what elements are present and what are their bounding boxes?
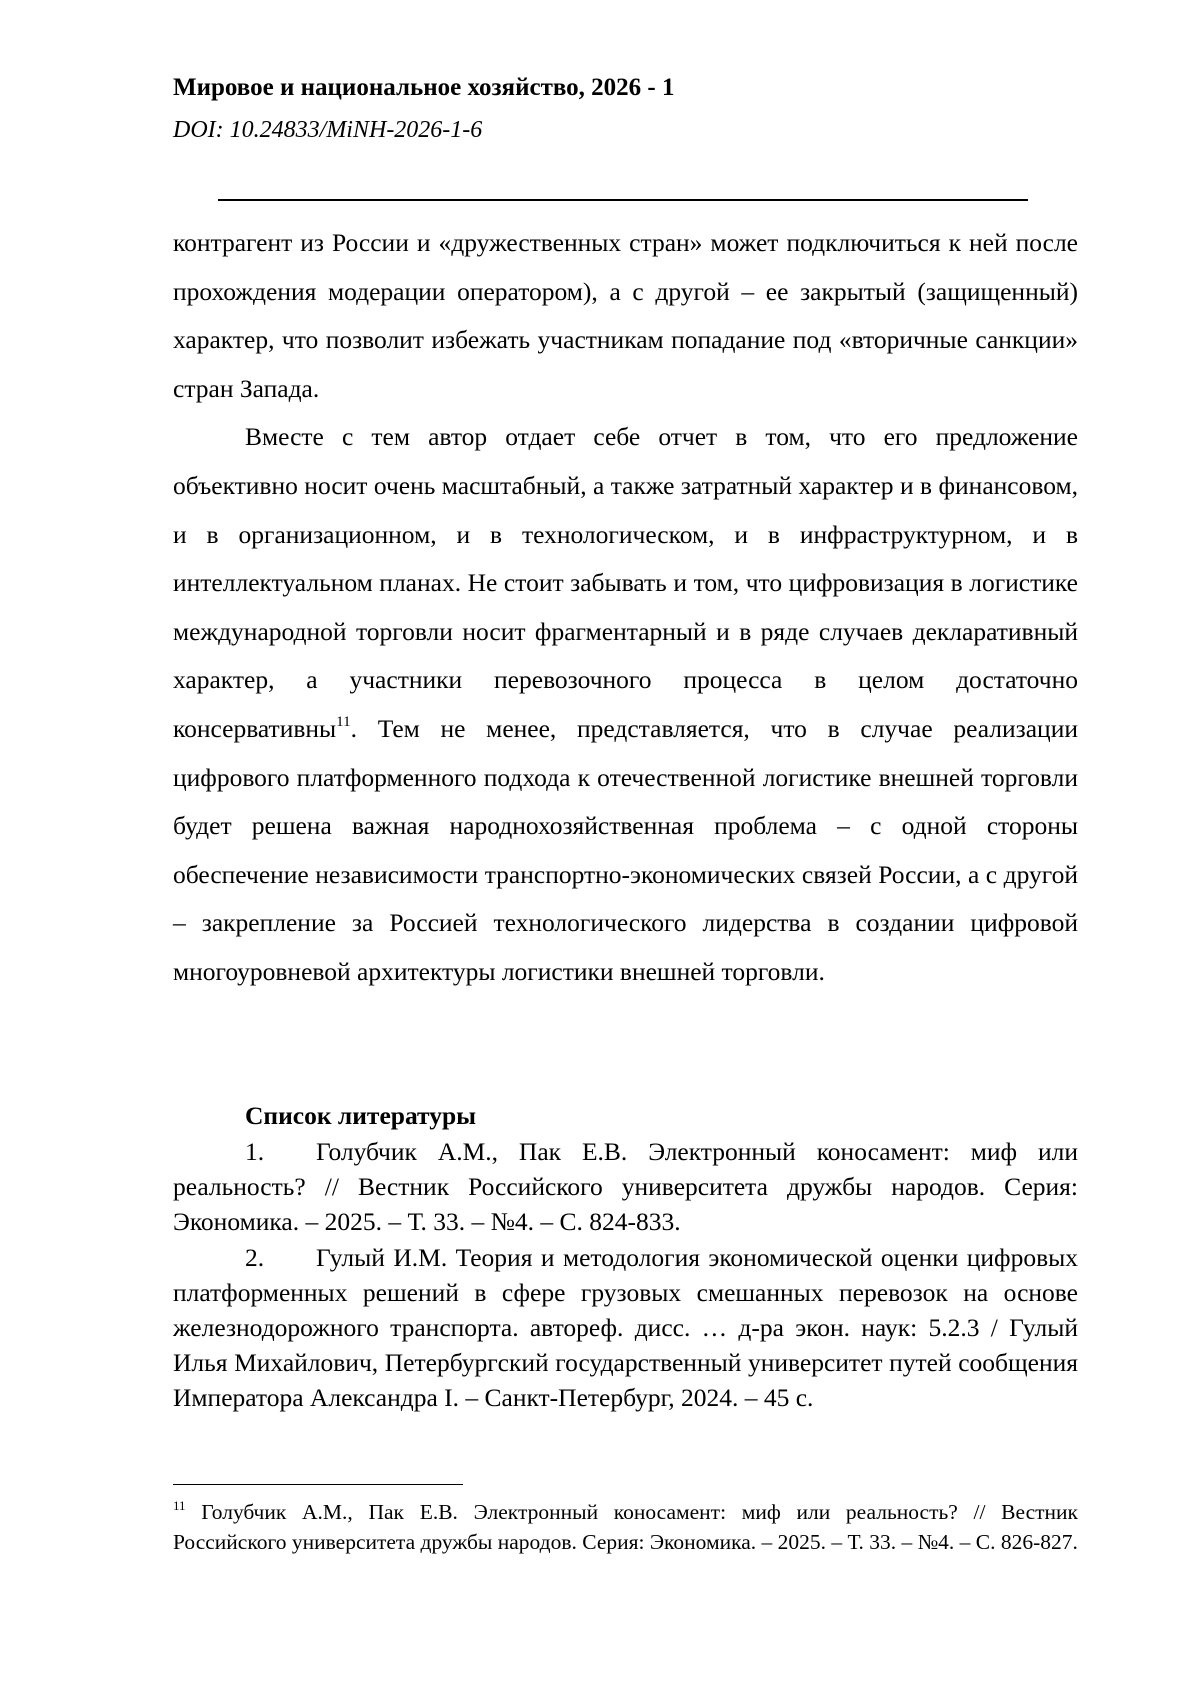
reference-number: 2. [245,1242,265,1272]
body-paragraph [173,413,1078,996]
footnote [173,1497,1078,1557]
reference-item [173,1240,1078,1416]
footnote-reference[interactable]: 11 [336,713,351,730]
reference-item [173,1134,1078,1240]
doi-line: DOI: 10.24833/MiNH-2026-1-6 [173,117,483,143]
footnote-divider [173,1484,463,1485]
article-body [173,219,1078,997]
reference-number: 1. [245,1137,265,1166]
body-paragraph: контрагент из России и «дружественных стран» может подключиться к ней после прохождения модерации оператором), а с другой – ее закрытый (защищенный) характер, что позволит избежать участникам попадание под «вторичные санкции» стран Запада. [173,228,1078,403]
references-title: Список литературы [245,1101,477,1130]
footnote-text: Голубчик А.М., Пак Е.В. Электронный коносамент: миф или реальность? // Вестник Российского университета дружбы народов. Серия: Экономика. – 2025. – Т. 33. – №4. – С. 826-827. [173,1500,1078,1554]
footnote-marker: 11 [173,1498,186,1513]
page-header [173,70,1073,148]
paragraph-text: . Тем не менее, представляется, что в случае реализации цифрового платформенного подхода к отечественной логистике внешней торговли будет решена важная народнохозяйственная проблема – с одной стороны обеспечение независимости транспортно-экономических связей России, а с другой – закрепление за Россией технологического лидерства в создании цифровой многоуровневой архитектуры логистики внешней торговли. [173,713,1078,986]
paragraph-text: Вместе с тем автор отдает себе отчет в том, что его предложение объективно носит очень масштабный, а также затратный характер и в финансовом, и в организационном, и в технологическом, и в инфраструктурном, и в интеллектуальном планах. Не стоит забывать и том, что цифровизация в логистике международной торговли носит фрагментарный и в ряде случаев декларативный характер, а участники перевозочного процесса в целом достаточно консервативны [173,422,1078,743]
reference-text: Голубчик А.М., Пак Е.В. Электронный коносамент: миф или реальность? // Вестник Российского университета дружбы народов. Серия: Экономика. – 2025. – Т. 33. – №4. – С. 824-833. [173,1137,1078,1237]
reference-text: Гулый И.М. Теория и методология экономической оценки цифровых платформенных решений в сфере грузовых смешанных перевозок на основе железнодорожного транспорта. автореф. дисс. … д-ра экон. наук: 5.2.3 / Гулый Илья Михайлович, Петербургский государственный университет путей сообщения Императора Александра I. – Санкт-Петербург, 2024. – 45 с. [173,1242,1078,1413]
journal-title: Мировое и национальное хозяйство, 2026 - 1 [173,74,675,101]
header-divider [218,199,1028,201]
references-section [173,1098,1078,1416]
